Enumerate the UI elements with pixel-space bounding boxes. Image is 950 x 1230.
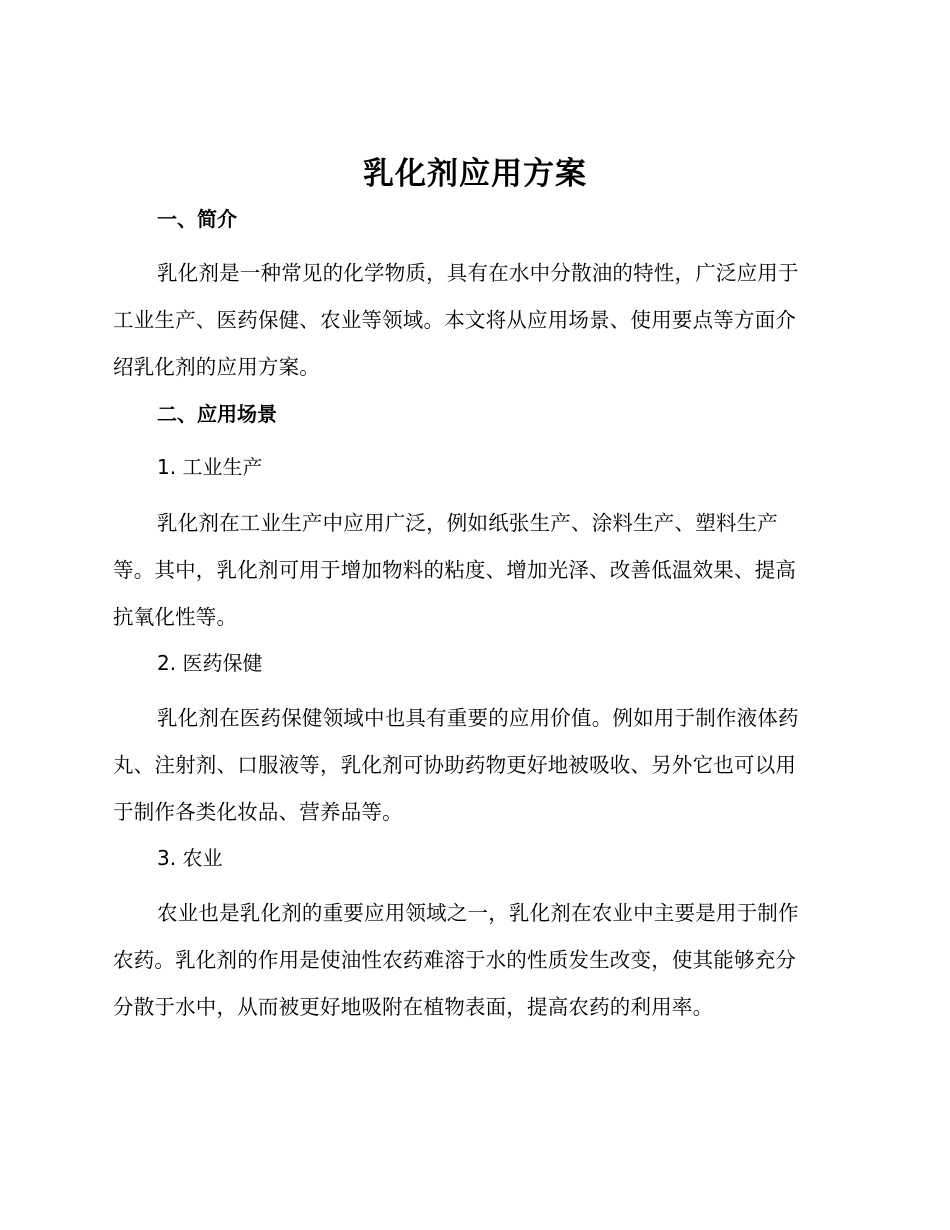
paragraph-line: 农业也是乳化剂的重要应用领域之一，乳化剂在农业中主要是用于制作 [157, 901, 799, 925]
paragraph-line: 乳化剂是一种常见的化学物质，具有在水中分散油的特性，广泛应用于 [157, 261, 799, 285]
paragraph-intro [113, 250, 833, 391]
subsection-heading-industry: 1. 工业生产 [157, 455, 263, 479]
section-heading-intro: 一、简介 [157, 207, 237, 231]
paragraph-industry [113, 500, 833, 641]
paragraph-line: 绍乳化剂的应用方案。 [113, 355, 320, 379]
subsection-heading-agriculture: 3. 农业 [157, 846, 223, 870]
paragraph-agriculture [113, 890, 833, 1031]
paragraph-line: 抗氧化性等。 [113, 605, 238, 629]
paragraph-line: 丸、注射剂、口服液等，乳化剂可协助药物更好地被吸收、另外它也可以用 [113, 753, 797, 777]
paragraph-medical [113, 695, 833, 836]
paragraph-line: 乳化剂在工业生产中应用广泛，例如纸张生产、涂料生产、塑料生产 [157, 511, 778, 535]
paragraph-line: 工业生产、医药保健、农业等领域。本文将从应用场景、使用要点等方面介 [113, 308, 797, 332]
paragraph-line: 农药。乳化剂的作用是使油性农药难溶于水的性质发生改变，使其能够充分 [113, 948, 797, 972]
paragraph-line: 于制作各类化妆品、营养品等。 [113, 800, 403, 824]
document-title: 乳化剂应用方案 [363, 156, 587, 192]
paragraph-line: 等。其中，乳化剂可用于增加物料的粘度、增加光泽、改善低温效果、提高 [113, 558, 797, 582]
paragraph-line: 乳化剂在医药保健领域中也具有重要的应用价值。例如用于制作液体药 [157, 706, 799, 730]
section-heading-scenes: 二、应用场景 [157, 402, 277, 426]
subsection-heading-medical: 2. 医药保健 [157, 651, 263, 675]
paragraph-line: 分散于水中，从而被更好地吸附在植物表面，提高农药的利用率。 [113, 995, 714, 1019]
